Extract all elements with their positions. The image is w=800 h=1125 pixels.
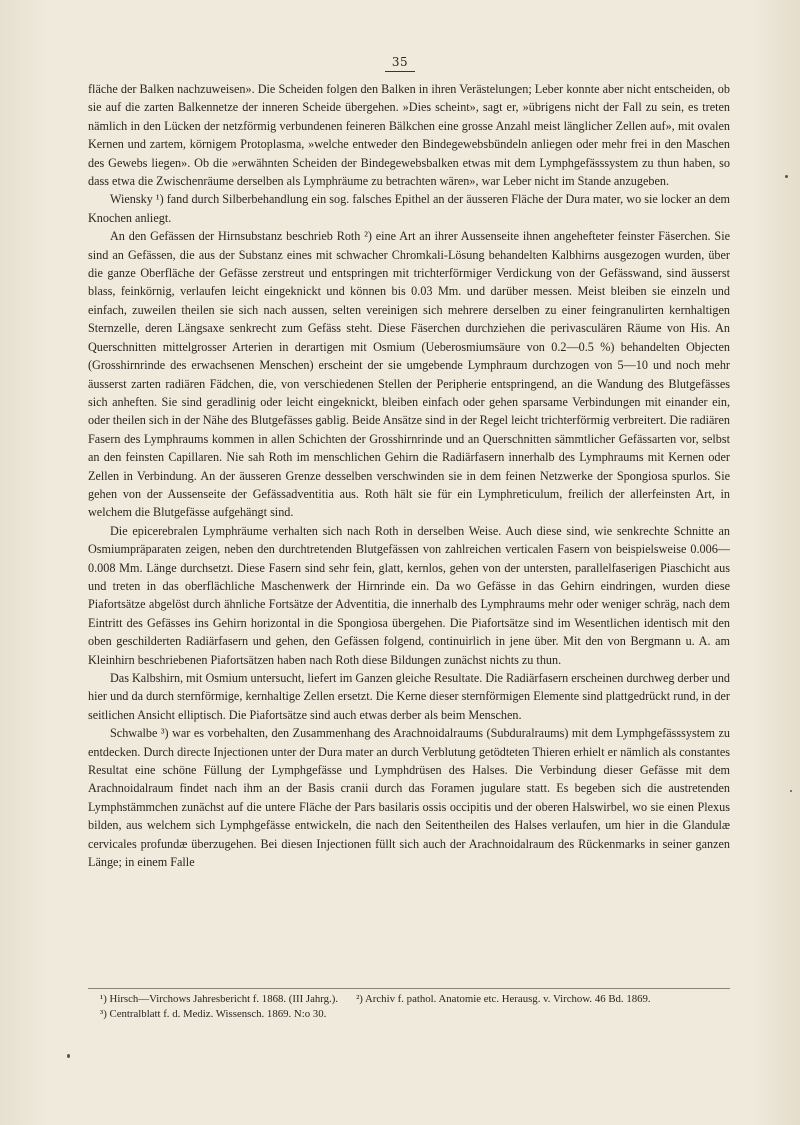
paragraph: Das Kalbshirn, mit Osmium untersucht, liefert im Ganzen gleiche Resultate. Die Radiärfasern erscheinen durchweg derber und hier und da durch sternförmige, kernhaltige Zellen ersetzt. Die Kerne dieser sternförmigen Elemente sind plattgedrückt rund, in der seitlichen Ansicht elliptisch. Die Piafortsätze sind auch etwas derber als beim Menschen. <box>88 671 731 722</box>
paper-speck <box>790 790 792 792</box>
footnote-2: ²) Archiv f. pathol. Anatomie etc. Herausg. v. Virchow. 46 Bd. 1869. <box>356 993 651 1005</box>
paragraph: Die epicerebralen Lymphräume verhalten sich nach Roth in derselben Weise. Auch diese sind, wie senkrechte Schnitte an Osmiumpräparaten zeigen, neben den durchtretenden Blutgefässen von zahlreichen verticalen Fasern von beispielsweise 0.006—0.008 Mm. Länge durchsetzt. Diese Fasern sind sehr fein, glatt, kernlos, gehen von der untersten, parallelfaserigen Piaschicht aus und treten in das oberflächliche Maschenwerk der Hirnrinde ein. Da wo Gefässe in das Gehirn eindringen, wurden diese Piafortsätze abgelöst durch ähnliche Fortsätze der Adventitia, die innerhalb des Lymphraums mehr oder weniger schräg, nach dem Eintritt des Gefässes ins Gehirn horizontal in die Spongiosa übergehen. Die Piafortsätze sind im Wesentlichen identisch mit den oben geschilderten Radiärfasern und gehen, den Gefässen folgend, continuirlich in jene über. Mit den von Bergmann u. A. am Kleinhirn beschriebenen Piafortsätzen haben nach Roth diese Bildungen zunächst nichts zu thun. <box>88 523 730 667</box>
footnote-line <box>100 992 730 1007</box>
page-number-rule <box>385 71 415 72</box>
footnote-3: ³) Centralblatt f. d. Mediz. Wissensch. 1869. N:o 30. <box>100 1007 327 1020</box>
footnote-1: ¹) Hirsch—Virchows Jahresbericht f. 1868. (III Jahrg.). <box>100 993 339 1005</box>
footnote-line <box>100 1007 730 1022</box>
page-number: 35 <box>391 55 409 69</box>
paragraph: Schwalbe ³) war es vorbehalten, den Zusammenhang des Arachnoidalraums (Subduralraums) mit dem Lymphgefässsystem zu entdecken. Durch directe Injectionen unter der Dura mater an durch Verblutung getödteten Thieren erhielt er nämlich als constantes Resultat eine schöne Füllung der Lymphgefässe und Lymphdrüsen des Halses. Die Verbindung dieser Gefässe mit dem Arachnoidalraum findet nach ihm an der Basis cranii durch das Foramen jugulare statt. Es begeben sich die austretenden Lymphstämmchen zunächst auf die untere Fläche der Pars basilaris ossis occipitis und der oberen Halswirbel, wo sie einen Plexus bilden, aus welchem sich Lymphgefässe entwickeln, die nach den Seitentheilen des Halses verlaufen, um hier in die Glandulæ cervicales profundæ überzugehen. Bei diesen Injectionen füllt sich auch der Arachnoidalraum des Rückenmarks in seiner ganzen Länge; in einem Falle <box>88 726 730 870</box>
paragraph: An den Gefässen der Hirnsubstanz beschrieb Roth ²) eine Art an ihrer Aussenseite ihnen angehefteter feinster Fäserchen. Sie sind an Gefässen, die aus der Substanz eines mit schwacher Chromkali-Lösung behandelten Kalbhirns ausgezogen wurden, über die ganze Oberfläche der Gefässe zerstreut und entspringen mit trichterförmiger Verdickung von der Gefässwand, sind äusserst blass, feinkörnig, verlaufen leicht eingeknickt und können bis 0.03 Mm. und darüber messen. Meist bleiben sie einzeln und einfach, zuweilen theilen sie sich nach aussen, selten vereinigen sich mehrere derselben zu einer feingranulirten kernhaltigen Sternzelle, deren Längsaxe senkrecht zum Gefäss steht. Diese Fäserchen durchziehen die perivasculären Räume von His. An Querschnitten mittelgrosser Arterien in derartigen mit Osmium (Ueberosmiumsäure von 0.2—0.5 %) behandelten Objecten (Grosshirnrinde des erwachsenen Menschen) erscheint der sie umgebende Lymphraum durchzogen von 5—10 und noch mehr äusserst zarten radiären Fädchen, die, von verschiedenen Stellen der Peripherie entspringend, an die Wandung des Blutgefässes sich anheften. Sie sind geradlinig oder leicht eingeknickt, bleiben einfach oder gehen sparsame Verbindungen mit einander ein, oder theilen sich in der Nähe des Blutgefässes gablig. Beide Ansätze sind in der Regel leicht trichterförmig verbreitert. Die radiären Fasern des Lymphraums kommen in allen Schichten der Grosshirnrinde und an Querschnitten sämmtlicher Gefässarten vor, selbst an den feinsten Capillaren. Nie sah Roth im menschlichen Gehirn die Radiärfasern innerhalb des Lymphraums mit Kernen oder Zellen in Verbindung. An der äusseren Grenze desselben verschwinden sie in dem feinen Netzwerke der Spongiosa spurlos. Sie gehen von der Aussenseite der Gefässadventitia aus. Roth hält sie für ein Lymphreticulum, freilich der allerfeinsten Art, in welchem die Blutgefässe aufgehängt sind. <box>88 229 730 520</box>
paragraph: Wiensky ¹) fand durch Silberbehandlung ein sog. falsches Epithel an der äusseren Fläche der Dura mater, wo sie locker an dem Knochen anliegt. <box>88 192 730 225</box>
footnotes <box>100 992 730 1021</box>
footnote-rule <box>88 988 730 989</box>
paper-speck <box>67 1054 70 1058</box>
paragraph: fläche der Balken nachzuweisen». Die Scheiden folgen den Balken in ihren Verästelungen; Leber konnte aber nicht entscheiden, ob sie auf die zarten Balkennetze der inneren Scheide übergehen. »Dies scheint», sagt er, »übrigens nicht der Fall zu sein, es treten nämlich in den Lücken der netzförmig verbundenen feineren Bälkchen eine grosse Anzahl meist länglicher Zellen auf», mit ovalen Kernen und zartem, körnigem Protoplasma, »welche entweder den Bindegewebsbündeln anliegen oder mehr frei in den Maschen des Gewebs liegen». Ob die »erwähnten Scheiden der Bindegewebsbalken etwas mit dem Lymphgefässsystem zu thun haben, so dass etwa die Zwischenräume derselben als Lymphräume zu betrachten wären», war Leber nicht im Stande anzugeben. <box>88 82 730 189</box>
paper-speck <box>785 175 788 178</box>
body-text <box>88 80 730 871</box>
